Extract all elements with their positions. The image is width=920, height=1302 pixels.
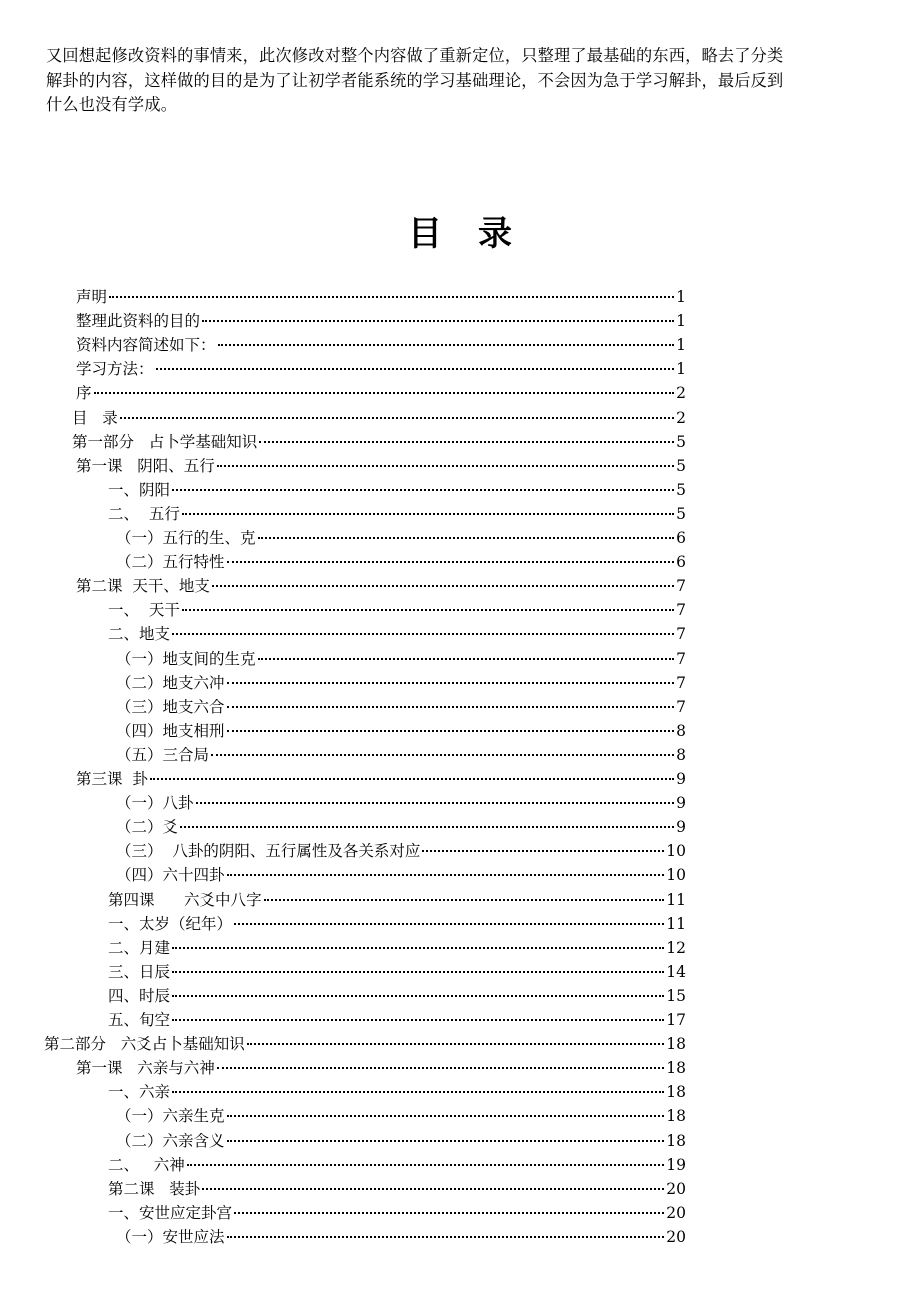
- toc-leader-dots: [227, 682, 675, 684]
- toc-leader-dots: [227, 1140, 665, 1142]
- toc-entry-label: （四）地支相刑: [116, 721, 225, 740]
- toc-entry-page: 2: [676, 408, 686, 427]
- toc-leader-dots: [172, 971, 664, 973]
- toc-entry[interactable]: [76, 285, 686, 309]
- toc-entry-label: 第二部分 六爻占卜基础知识: [44, 1035, 245, 1054]
- toc-leader-dots: [217, 465, 674, 467]
- toc-leader-dots: [234, 1212, 664, 1214]
- toc-entry-label: （四）六十四卦: [116, 866, 225, 885]
- toc-entry[interactable]: [108, 912, 686, 936]
- toc-entry[interactable]: [116, 647, 686, 671]
- toc-leader-dots: [247, 1043, 664, 1045]
- toc-leader-dots: [218, 344, 675, 346]
- toc-leader-dots: [264, 899, 665, 901]
- toc-entry[interactable]: [108, 888, 686, 912]
- toc-entry[interactable]: [116, 815, 686, 839]
- toc-entry-page: 1: [676, 288, 686, 306]
- toc-leader-dots: [217, 1067, 664, 1069]
- toc-leader-dots: [172, 1091, 664, 1093]
- toc-entry-label: 第一部分 占卜学基础知识: [72, 432, 258, 451]
- toc-entry-label: 目 录: [72, 408, 118, 427]
- toc-entry[interactable]: [108, 1201, 686, 1225]
- toc-entry[interactable]: [116, 743, 686, 767]
- toc-entry-page: 1: [676, 312, 686, 331]
- toc-leader-dots: [187, 1164, 664, 1166]
- toc-entry[interactable]: [108, 960, 686, 984]
- toc-entry-label: 第三课 卦: [76, 770, 148, 788]
- toc-entry-label: 学习方法：: [76, 360, 154, 379]
- intro-line-1: 又回想起修改资料的事情来，此次修改对整个内容做了重新定位，只整理了最基础的东西，略去了分类: [46, 46, 784, 65]
- toc-leader-dots: [258, 537, 675, 539]
- toc-entry[interactable]: [108, 478, 686, 502]
- toc-entry-label: 第一课 阴阳、五行: [76, 456, 215, 475]
- toc-leader-dots: [227, 1115, 665, 1117]
- toc-entry-label: 资料内容简述如下：: [76, 336, 216, 355]
- toc-leader-dots: [212, 585, 674, 587]
- toc-leader-dots: [172, 633, 674, 635]
- toc-leader-dots: [182, 513, 674, 515]
- toc-entry-label: 整理此资料的目的: [76, 312, 201, 331]
- toc-leader-dots: [120, 417, 674, 419]
- toc-entry[interactable]: [108, 1177, 686, 1201]
- toc-entry-page: 10: [666, 866, 686, 885]
- toc-entry-page: 20: [666, 1203, 686, 1222]
- toc-title: 目录: [408, 214, 548, 254]
- toc-leader-dots: [172, 995, 664, 997]
- toc-entry-label: 五、旬空: [108, 1011, 171, 1029]
- toc-entry[interactable]: [116, 863, 686, 887]
- toc-entry-page: 9: [676, 794, 686, 813]
- toc-entry-page: 18: [666, 1035, 686, 1054]
- toc-entry[interactable]: [76, 574, 686, 598]
- toc-leader-dots: [196, 802, 675, 804]
- toc-entry-page: 1: [676, 360, 686, 379]
- toc-entry[interactable]: [76, 767, 686, 791]
- toc-entry-label: 第四课 六爻中八字: [108, 890, 262, 909]
- toc-entry-page: 2: [676, 384, 686, 403]
- toc-entry-label: （三）地支六合: [116, 697, 225, 716]
- toc-leader-dots: [234, 923, 664, 925]
- toc-leader-dots: [227, 706, 675, 708]
- toc-leader-dots: [259, 441, 674, 443]
- toc-entry-page: 11: [666, 914, 686, 933]
- toc-entry-page: 7: [676, 577, 686, 596]
- toc-entry[interactable]: [76, 357, 686, 381]
- toc-entry-page: 9: [676, 770, 686, 788]
- toc-entry-label: 第二课 装卦: [108, 1179, 201, 1198]
- toc-entry-label: （一）五行的生、克: [116, 529, 256, 547]
- toc-entry-page: 6: [676, 553, 686, 572]
- toc-entry-label: 一、阴阳: [108, 480, 171, 499]
- toc-leader-dots: [227, 1236, 665, 1238]
- toc-entry-label: 三、日辰: [108, 962, 171, 981]
- toc-entry-label: 一、六亲: [108, 1083, 171, 1102]
- toc-entry[interactable]: [116, 550, 686, 574]
- toc-entry[interactable]: [108, 936, 686, 960]
- toc-leader-dots: [94, 392, 675, 394]
- toc-entry[interactable]: [116, 791, 686, 815]
- toc-leader-dots: [182, 609, 674, 611]
- toc-entry-page: 7: [676, 673, 686, 692]
- toc-entry[interactable]: [76, 381, 686, 405]
- toc-entry-page: 10: [666, 842, 686, 861]
- toc-entry[interactable]: [108, 502, 686, 526]
- toc-entry[interactable]: [72, 406, 686, 430]
- toc-leader-dots: [172, 489, 674, 491]
- toc-entry-label: 一、太岁（纪年）: [108, 914, 233, 933]
- toc-entry-label: 声明: [76, 288, 108, 306]
- toc-entry-page: 20: [666, 1227, 686, 1246]
- toc-entry-label: （五）三合局: [116, 745, 210, 764]
- toc-entry-label: 一、安世应定卦宫: [108, 1203, 233, 1222]
- toc-entry-page: 18: [666, 1131, 686, 1150]
- toc-entry-page: 18: [666, 1083, 686, 1102]
- toc-entry-page: 18: [666, 1059, 686, 1078]
- toc-entry-page: 20: [666, 1179, 686, 1198]
- toc-entry-page: 12: [666, 938, 686, 957]
- toc-entry-label: （一）六亲生克: [116, 1107, 225, 1126]
- toc-entry-page: 8: [676, 721, 686, 740]
- toc-leader-dots: [172, 947, 664, 949]
- toc-entry[interactable]: [76, 333, 686, 357]
- toc-entry-page: 6: [676, 529, 686, 547]
- toc-entry-page: 5: [676, 432, 686, 451]
- toc-entry-label: 第一课 六亲与六神: [76, 1059, 215, 1078]
- toc-entry-page: 11: [666, 890, 686, 909]
- toc-entry-label: 第二课 天干、地支: [76, 577, 210, 596]
- toc-entry[interactable]: [108, 598, 686, 622]
- toc-entry-label: （一）地支间的生克: [116, 649, 256, 668]
- toc-entry[interactable]: [108, 1008, 686, 1032]
- toc-entry-label: 序: [76, 384, 92, 403]
- toc-entry-page: 18: [666, 1107, 686, 1126]
- toc-entry[interactable]: [76, 309, 686, 333]
- toc-entry-label: （一）安世应法: [116, 1227, 225, 1246]
- toc-entry-label: （三） 八卦的阴阳、五行属性及各关系对应: [116, 842, 421, 861]
- toc-entry-page: 14: [666, 962, 686, 981]
- toc-entry[interactable]: [116, 695, 686, 719]
- intro-line-3: 什么也没有学成。: [46, 95, 178, 114]
- toc-entry[interactable]: [72, 430, 686, 454]
- toc-leader-dots: [156, 368, 675, 370]
- toc-entry-page: 7: [676, 649, 686, 668]
- toc-entry[interactable]: [108, 1153, 686, 1177]
- toc-leader-dots: [150, 778, 674, 780]
- toc-entry[interactable]: [44, 1032, 686, 1056]
- intro-line-2: 解卦的内容，这样做的目的是为了让初学者能系统的学习基础理论，不会因为急于学习解卦，最后反到: [46, 70, 784, 90]
- toc-entry-label: 一、 天干: [108, 601, 180, 620]
- toc-entry-label: （二）爻: [116, 818, 179, 837]
- toc-entry-page: 19: [666, 1155, 686, 1174]
- toc-entry-label: （二）六亲含义: [116, 1131, 225, 1150]
- toc-entry[interactable]: [116, 719, 686, 743]
- toc-leader-dots: [172, 1019, 664, 1021]
- toc-leader-dots: [227, 730, 675, 732]
- toc-entry[interactable]: [116, 1129, 686, 1153]
- toc-entry-page: 7: [676, 625, 686, 644]
- toc-leader-dots: [202, 1188, 664, 1190]
- toc-entry[interactable]: [108, 984, 686, 1008]
- toc-entry-page: 8: [676, 745, 686, 764]
- toc-leader-dots: [180, 826, 674, 828]
- toc-entry[interactable]: [116, 1225, 686, 1249]
- toc-entry-page: 17: [666, 1011, 686, 1029]
- toc-entry-label: 二、 五行: [108, 504, 180, 523]
- toc-entry[interactable]: [76, 454, 686, 478]
- toc-leader-dots: [227, 561, 675, 563]
- toc-entry-label: 二、月建: [108, 938, 171, 957]
- toc-entry-page: 15: [666, 986, 686, 1005]
- toc-entry-page: 9: [676, 818, 686, 837]
- toc-entry-page: 5: [676, 480, 686, 499]
- intro-paragraph: [46, 44, 880, 118]
- toc-entry[interactable]: [116, 1104, 686, 1128]
- toc-entry-page: 7: [676, 601, 686, 620]
- toc-entry-label: 二、地支: [108, 625, 171, 644]
- toc-entry-page: 1: [676, 336, 686, 355]
- toc-leader-dots: [211, 754, 674, 756]
- toc-entry[interactable]: [108, 1080, 686, 1104]
- toc-entry[interactable]: [108, 622, 686, 646]
- toc-entry[interactable]: [116, 839, 686, 863]
- toc-leader-dots: [227, 874, 665, 876]
- toc-entry[interactable]: [116, 526, 686, 550]
- toc-entry-page: 7: [676, 697, 686, 716]
- toc-entry-label: 四、时辰: [108, 986, 171, 1005]
- toc-entry-label: （一）八卦: [116, 794, 194, 813]
- toc-leader-dots: [109, 296, 674, 298]
- toc-leader-dots: [422, 850, 664, 852]
- toc-entry-label: 二、 六神: [108, 1155, 185, 1174]
- toc-entry-page: 5: [676, 456, 686, 475]
- toc-entry[interactable]: [116, 671, 686, 695]
- toc-entry-page: 5: [676, 504, 686, 523]
- toc-entry-label: （二）五行特性: [116, 553, 225, 572]
- toc-entry-label: （二）地支六冲: [116, 673, 225, 692]
- toc-leader-dots: [202, 320, 674, 322]
- toc-leader-dots: [258, 658, 675, 660]
- toc-entry[interactable]: [76, 1056, 686, 1080]
